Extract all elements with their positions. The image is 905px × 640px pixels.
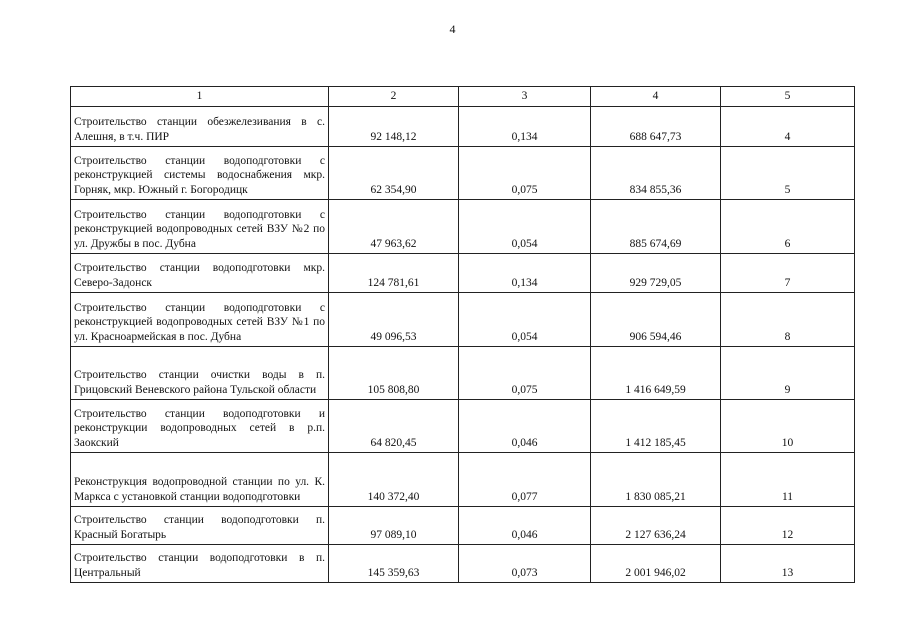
project-name-cell: Строительство станции очистки воды в п. Грицовский Веневского района Тульской области [71,347,329,400]
cost-cell: 124 781,61 [329,254,459,293]
rank-cell: 12 [721,507,855,545]
value-cell: 688 647,73 [591,107,721,147]
value-cell: 834 855,36 [591,147,721,200]
column-header-3: 3 [459,87,591,107]
ratio-cell: 0,046 [459,400,591,453]
value-cell: 1 412 185,45 [591,400,721,453]
table-row [71,200,855,254]
table-row [71,507,855,545]
cost-cell: 92 148,12 [329,107,459,147]
rank-cell: 9 [721,347,855,400]
cost-cell: 97 089,10 [329,507,459,545]
project-name-cell: Реконструкция водопроводной станции по ул. К. Маркса с установкой станции водоподготовки [71,453,329,507]
table-row [71,147,855,200]
cost-cell: 49 096,53 [329,293,459,347]
value-cell: 2 001 946,02 [591,545,721,583]
table-row [71,400,855,453]
cost-cell: 105 808,80 [329,347,459,400]
table-row [71,453,855,507]
column-header-1: 1 [71,87,329,107]
table-row [71,293,855,347]
value-cell: 906 594,46 [591,293,721,347]
rank-cell: 7 [721,254,855,293]
rank-cell: 8 [721,293,855,347]
ratio-cell: 0,046 [459,507,591,545]
rank-cell: 10 [721,400,855,453]
rank-cell: 6 [721,200,855,254]
project-name-cell: Строительство станции обезжелезивания в с. Алешня, в т.ч. ПИР [71,107,329,147]
ratio-cell: 0,075 [459,147,591,200]
rank-cell: 13 [721,545,855,583]
project-name-cell: Строительство станции водоподготовки мкр. Северо-Задонск [71,254,329,293]
cost-cell: 145 359,63 [329,545,459,583]
rank-cell: 4 [721,107,855,147]
table-row [71,347,855,400]
project-name-cell: Строительство станции водоподготовки с реконструкцией водопроводных сетей ВЗУ №1 по ул. Красноармейская в пос. Дубна [71,293,329,347]
project-name-cell: Строительство станции водоподготовки п. Красный Богатырь [71,507,329,545]
table-row [71,545,855,583]
project-name-cell: Строительство станции водоподготовки в п. Центральный [71,545,329,583]
column-header-5: 5 [721,87,855,107]
cost-cell: 140 372,40 [329,453,459,507]
ratio-cell: 0,134 [459,254,591,293]
column-header-4: 4 [591,87,721,107]
project-name-cell: Строительство станции водоподготовки и реконструкции водопроводных сетей в р.п. Заокский [71,400,329,453]
rank-cell: 11 [721,453,855,507]
table-row [71,107,855,147]
value-cell: 929 729,05 [591,254,721,293]
table-row [71,254,855,293]
page-number: 4 [449,22,456,36]
ratio-cell: 0,077 [459,453,591,507]
column-header-2: 2 [329,87,459,107]
ratio-cell: 0,073 [459,545,591,583]
cost-cell: 64 820,45 [329,400,459,453]
ratio-cell: 0,054 [459,293,591,347]
value-cell: 1 830 085,21 [591,453,721,507]
value-cell: 885 674,69 [591,200,721,254]
cost-cell: 62 354,90 [329,147,459,200]
cost-cell: 47 963,62 [329,200,459,254]
ratio-cell: 0,075 [459,347,591,400]
project-name-cell: Строительство станции водоподготовки с реконструкцией системы водоснабжения мкр. Горняк, мкр. Южный г. Богородицк [71,147,329,200]
table-header-row [71,87,855,107]
ratio-cell: 0,134 [459,107,591,147]
rank-cell: 5 [721,147,855,200]
project-name-cell: Строительство станции водоподготовки с реконструкцией водопроводных сетей ВЗУ №2 по ул. Дружбы в пос. Дубна [71,200,329,254]
ratio-cell: 0,054 [459,200,591,254]
value-cell: 2 127 636,24 [591,507,721,545]
value-cell: 1 416 649,59 [591,347,721,400]
data-table [70,86,855,583]
